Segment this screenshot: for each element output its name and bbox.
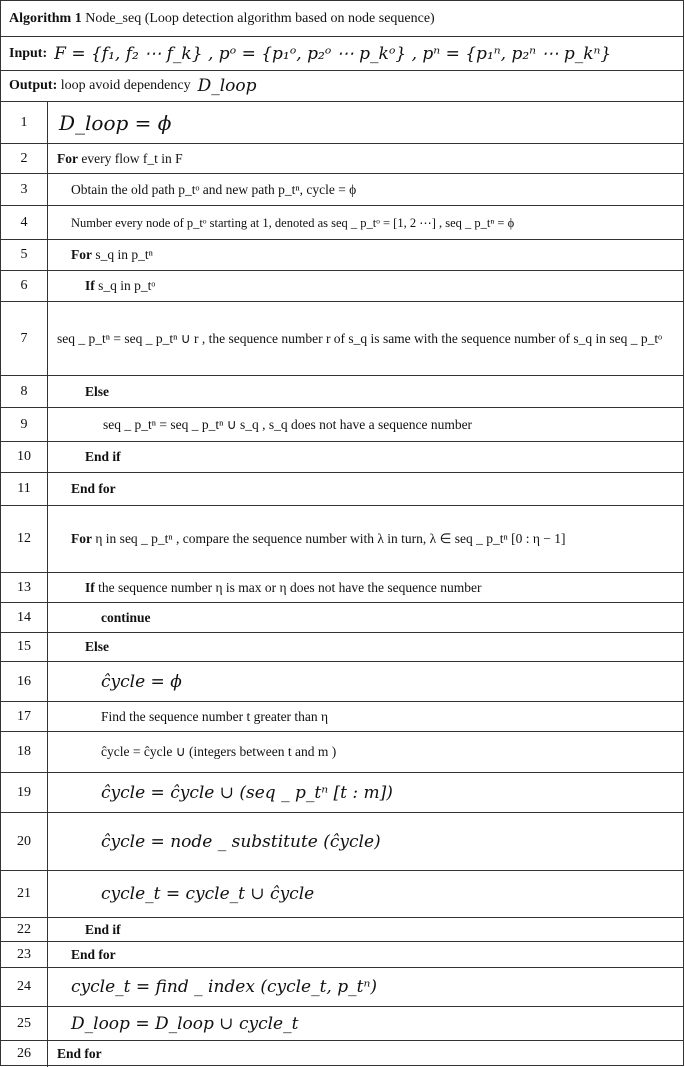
line-number: 10 <box>17 449 31 464</box>
line-number: 7 <box>20 330 28 346</box>
line-number: 9 <box>20 416 28 432</box>
step-row <box>1 633 683 662</box>
input-expression: F = {f₁, f₂ ⋯ f_k} , pᵒ = {p₁ᵒ, p₂ᵒ ⋯ p_kᵒ} , pⁿ = {p₁ⁿ, p₂ⁿ ⋯ p_kⁿ} <box>54 43 612 64</box>
line-number: 16 <box>17 673 31 689</box>
step-row <box>1 573 683 603</box>
algorithm-title: Node_seq (Loop detection algorithm based on node sequence) <box>85 10 435 26</box>
line-number: 20 <box>17 833 31 849</box>
step-keyword: End for <box>71 481 116 496</box>
step-text: D_loop = D_loop ∪ cycle_t <box>71 1013 299 1034</box>
line-number: 1 <box>20 114 28 130</box>
step-row <box>1 773 683 813</box>
step-row <box>1 732 683 773</box>
output-row <box>1 71 683 102</box>
step-keyword: End if <box>85 921 121 937</box>
step-text: s_q in p_tⁿ <box>95 247 153 262</box>
step-text: every flow f_t in F <box>81 150 183 166</box>
step-keyword: End if <box>85 449 121 464</box>
line-number: 3 <box>20 181 28 197</box>
step-text: seq _ p_tⁿ = seq _ p_tⁿ ∪ r , the sequence number r of s_q is same with the sequence number of s_q in seq _ p_tᵒ <box>57 330 663 346</box>
step-keyword: Else <box>85 639 110 654</box>
step-text: cycle_t = cycle_t ∪ ĉycle <box>101 884 315 904</box>
step-row <box>1 968 683 1007</box>
input-label: Input: <box>9 45 48 61</box>
step-row <box>1 1007 683 1041</box>
line-number: 26 <box>17 1046 31 1061</box>
step-row <box>1 240 683 271</box>
step-row <box>1 918 683 942</box>
step-text: the sequence number η is max or η does not have the sequence number <box>98 579 482 595</box>
step-text: Find the sequence number t greater than η <box>101 708 329 724</box>
algorithm-title-row <box>1 1 683 37</box>
step-text: ĉycle = ĉycle ∪ (seq _ p_tⁿ [t : m]) <box>101 782 393 803</box>
output-text: loop avoid dependency <box>60 78 191 93</box>
line-number: 21 <box>17 886 31 901</box>
line-number: 12 <box>17 531 31 546</box>
step-keyword: End for <box>57 1046 102 1061</box>
algorithm-label: Algorithm 1 <box>9 10 82 26</box>
step-keyword: For <box>57 150 78 166</box>
step-text: Number every node of p_tᵒ starting at 1, denoted as seq _ p_tᵒ = [1, 2 ⋯] , seq _ p_tⁿ = ϕ <box>71 215 515 230</box>
step-text: Obtain the old path p_tᵒ and new path p_tⁿ, cycle = ϕ <box>71 181 357 197</box>
step-keyword: If <box>85 579 95 595</box>
step-text: s_q in p_tᵒ <box>98 278 156 293</box>
step-row <box>1 144 683 174</box>
line-number: 23 <box>17 946 31 962</box>
step-text: ĉycle = node _ substitute (ĉycle) <box>101 831 381 852</box>
step-text: ĉycle = ϕ <box>101 671 182 692</box>
step-row <box>1 473 683 506</box>
step-keyword: Else <box>85 383 110 399</box>
step-text: seq _ p_tⁿ = seq _ p_tⁿ ∪ s_q , s_q does not have a sequence number <box>103 416 473 432</box>
line-number: 5 <box>20 247 28 262</box>
step-keyword: If <box>85 278 95 293</box>
step-keyword: continue <box>101 609 151 625</box>
step-row <box>1 1041 683 1067</box>
line-number: 24 <box>17 979 31 994</box>
step-row <box>1 871 683 918</box>
step-row <box>1 603 683 633</box>
step-text: ĉycle = ĉycle ∪ (integers between t and m ) <box>101 744 337 759</box>
line-number: 2 <box>20 150 28 166</box>
line-number: 22 <box>17 921 31 937</box>
line-number: 17 <box>17 708 31 724</box>
step-row <box>1 662 683 702</box>
line-number: 11 <box>17 481 31 496</box>
line-number: 15 <box>17 639 31 654</box>
step-row <box>1 302 683 376</box>
line-number: 4 <box>20 214 28 230</box>
step-text: η in seq _ p_tⁿ , compare the sequence number with λ in turn, λ ∈ seq _ p_tⁿ [0 : η − 1] <box>95 531 566 546</box>
step-keyword: End for <box>71 946 116 962</box>
line-number: 8 <box>20 383 28 399</box>
line-number: 18 <box>17 744 31 759</box>
step-row <box>1 174 683 206</box>
step-row <box>1 506 683 573</box>
step-row <box>1 702 683 732</box>
step-row <box>1 206 683 240</box>
step-row <box>1 102 683 144</box>
line-number: 19 <box>17 784 31 800</box>
step-row <box>1 813 683 871</box>
input-row <box>1 37 683 71</box>
step-row <box>1 942 683 968</box>
step-keyword: For <box>71 531 92 546</box>
step-row <box>1 408 683 442</box>
step-text: cycle_t = find _ index (cycle_t, p_tⁿ) <box>71 977 377 997</box>
step-text: D_loop = ϕ <box>59 110 172 135</box>
step-row <box>1 271 683 302</box>
line-number: 6 <box>20 278 28 293</box>
output-expression: D_loop <box>197 76 257 96</box>
step-row <box>1 442 683 473</box>
line-number: 25 <box>17 1015 31 1031</box>
line-number: 13 <box>17 579 31 595</box>
line-number: 14 <box>17 609 31 625</box>
step-keyword: For <box>71 247 92 262</box>
step-row <box>1 376 683 408</box>
output-label: Output: <box>9 78 58 93</box>
